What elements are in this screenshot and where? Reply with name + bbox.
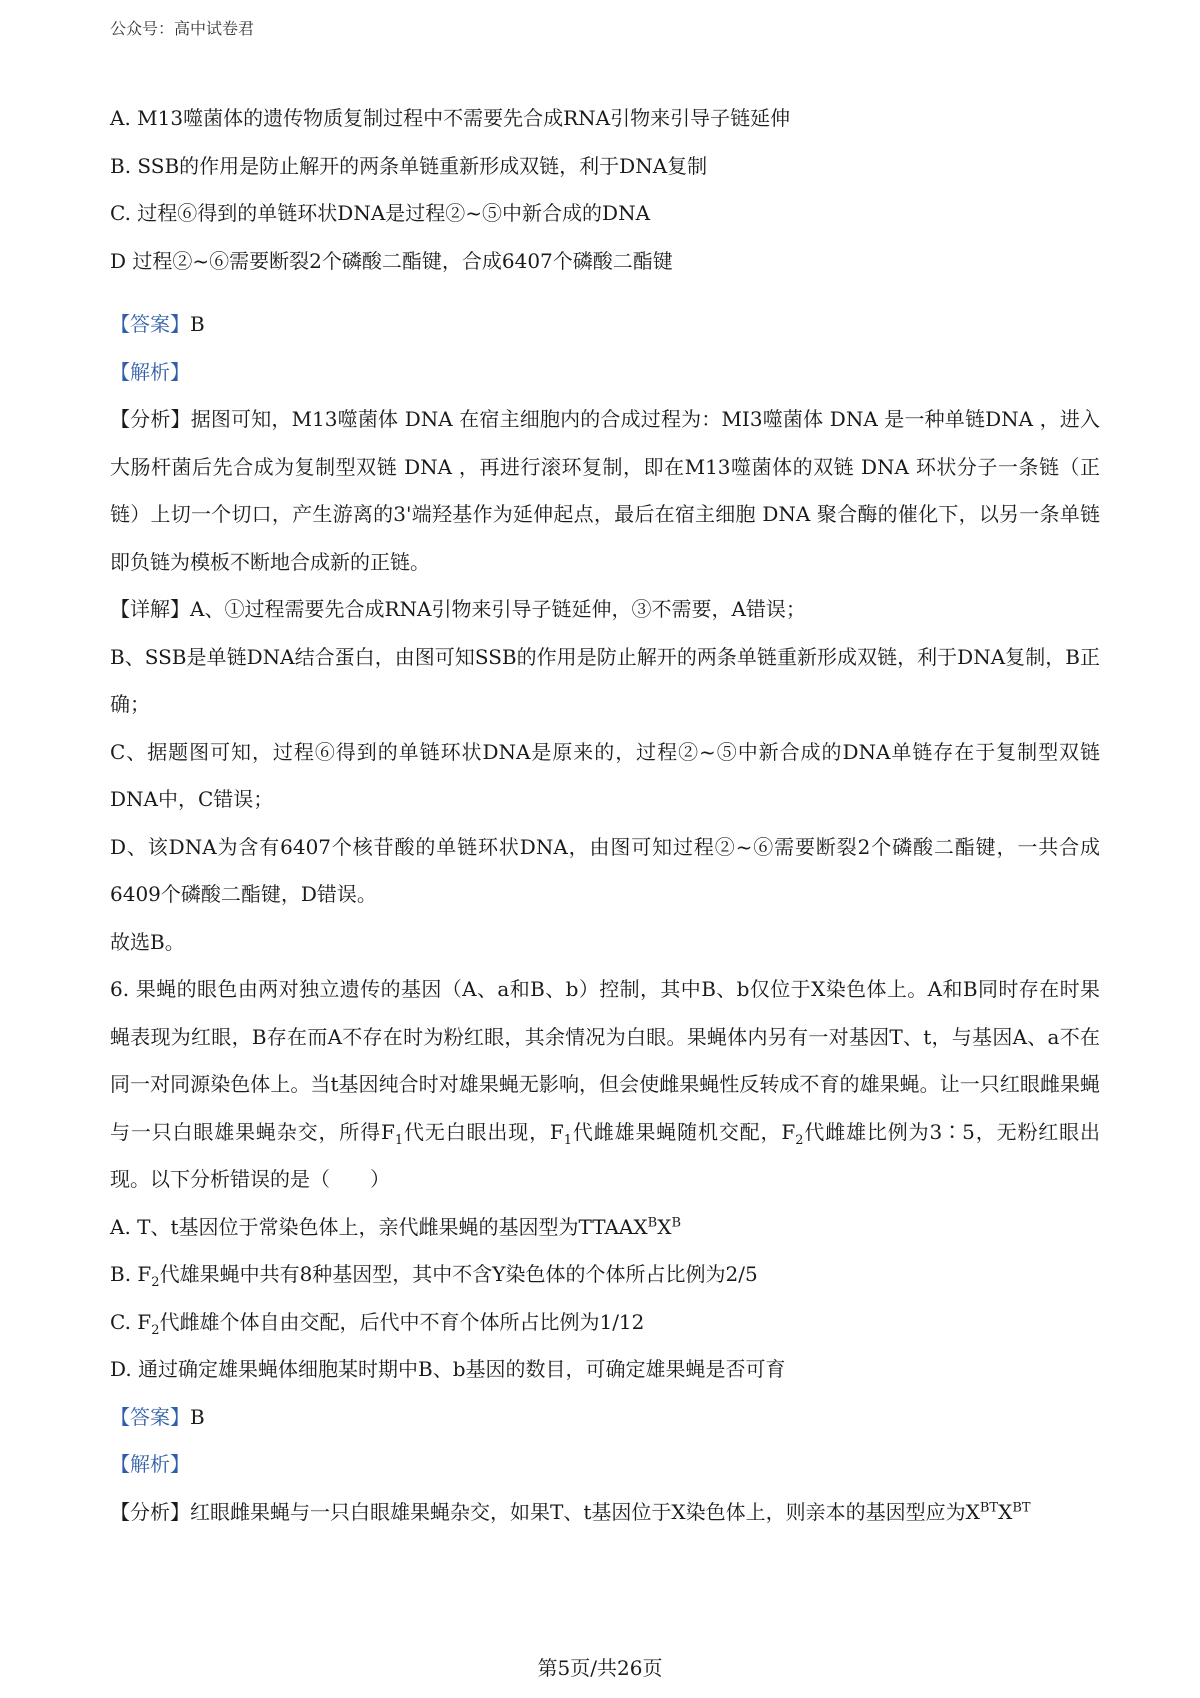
- q5-fenxi: [110, 396, 1100, 586]
- q5-xiangjie-c: C、据题图可知，过程⑥得到的单链环状DNA是原来的，过程②~⑤中新合成的DNA单链存在于复制型双链DNA中，C错误；: [110, 739, 1100, 811]
- q6-answer: [110, 1394, 1100, 1442]
- q6-fenxi: [110, 1489, 1100, 1537]
- q6-option-c: [110, 1299, 1100, 1347]
- q5-xiangjie-b: B、SSB是单链DNA结合蛋白，由图可知SSB的作用是防止解开的两条单链重新形成双链，利于DNA复制，B正确；: [110, 644, 1100, 716]
- q6-stem-part2: 代无白眼出现，F: [403, 1119, 564, 1144]
- fenxi-text: 据图可知，M13噬菌体 DNA 在宿主细胞内的合成过程为：MI3噬菌体 DNA 是一种单链DNA ，进入大肠杆菌后先合成为复制型双链 DNA ，再进行滚环复制，即在M13噬菌体的双链 DNA 环状分子一条链（正链）上切一个切口，产生游离的3'端羟基作为延伸起点，最后在宿主细胞 DNA 聚合酶的催化下，以另一条单链即负链为模板不断地合成新的正链。: [110, 407, 1101, 574]
- q5-answer: [110, 301, 1100, 349]
- q6-stem-sub3: 2: [795, 1132, 804, 1148]
- q6-fenxi-tag: 【分析】: [110, 1499, 190, 1524]
- page-footer: 第5页/共26页: [537, 1656, 663, 1680]
- xiangjie-a-text: A、①过程需要先合成RNA引物来引导子链延伸，③不需要，A错误；: [190, 597, 806, 621]
- q5-option-c: C. 过程⑥得到的单链环状DNA是过程②~⑤中新合成的DNA: [110, 201, 651, 225]
- answer-tag: 【答案】: [110, 312, 190, 336]
- q6-fenxi-sup1: BT: [979, 1499, 999, 1515]
- q6-opt-c-pre: C. F: [110, 1309, 152, 1334]
- q6-stem: [110, 966, 1100, 1204]
- q6-option-d: D. 通过确定雄果蝇体细胞某时期中B、b基因的数目，可确定雄果蝇是否可育: [110, 1357, 786, 1381]
- q5-conclusion: 故选B。: [110, 929, 185, 954]
- q5-option-a: A. M13噬菌体的遗传物质复制过程中不需要先合成RNA引物来引导子链延伸: [110, 106, 791, 130]
- q6-opt-c-post: 代雌雄个体自由交配，后代中不育个体所占比例为1/12: [159, 1309, 645, 1334]
- q6-analysis-heading: [110, 1441, 1100, 1489]
- q5-analysis-heading: [110, 349, 1100, 397]
- q6-opt-b-pre: B. F: [110, 1262, 152, 1286]
- q6-stem-sub2: 1: [563, 1132, 573, 1148]
- header-note: 公众号：高中试卷君: [110, 19, 255, 38]
- document-body: [110, 95, 1100, 1536]
- q6-opt-a-text: A. T、t基因位于常染色体上，亲代雌果蝇的基因型为TTAAX: [110, 1214, 648, 1239]
- q6-opt-a-sup1: B: [647, 1214, 658, 1230]
- q6-opt-b-post: 代雄果蝇中共有8种基因型，其中不含Y染色体的个体所占比例为2/5: [159, 1262, 758, 1286]
- answer-value: B: [190, 312, 205, 336]
- q6-fenxi-x: X: [998, 1499, 1013, 1524]
- q5-option-b: B. SSB的作用是防止解开的两条单链重新形成双链，利于DNA复制: [110, 153, 708, 178]
- q5-xiangjie-a: [110, 586, 1100, 634]
- fenxi-tag: 【分析】: [110, 407, 191, 431]
- analysis-tag: 【解析】: [110, 359, 190, 384]
- q6-stem-part4: 代雌雄比例为3∶5，无粉红眼出现。以下分析错误的是（ ）: [110, 1119, 1100, 1191]
- q6-answer-tag: 【答案】: [110, 1404, 190, 1429]
- q6-opt-c-sub: 2: [151, 1322, 160, 1338]
- q6-opt-b-sub: 2: [151, 1275, 160, 1290]
- xiangjie-tag: 【详解】: [110, 597, 190, 621]
- q6-opt-a-sup2: B: [671, 1214, 681, 1230]
- q6-stem-part1: 6. 果蝇的眼色由两对独立遗传的基因（A、a和B、b）控制，其中B、b仅位于X染色体上。A和B同时存在时果蝇表现为红眼，B存在而A不存在时为粉红眼，其余情况为白眼。果蝇体内另有一对基因T、t，与基因A、a不在同一对同源染色体上。当t基因纯合时对雄果蝇无影响，但会使雌果蝇性反转成不育的雄果蝇。让一只红眼雌果蝇与一只白眼雄果蝇杂交，所得F: [110, 977, 1100, 1144]
- q6-analysis-tag: 【解析】: [110, 1452, 190, 1476]
- q6-option-b: [110, 1251, 1100, 1299]
- q5-xiangjie-d: D、该DNA为含有6407个核苷酸的单链环状DNA，由图可知过程②~⑥需要断裂2个磷酸二酯键，一共合成6409个磷酸二酯键，D错误。: [110, 834, 1100, 906]
- q6-fenxi-text: 红眼雌果蝇与一只白眼雄果蝇杂交，如果T、t基因位于X染色体上，则亲本的基因型应为X: [190, 1499, 980, 1524]
- q6-stem-part3: 代雌雄果蝇随机交配，F: [572, 1119, 796, 1144]
- q5-option-d: D 过程②~⑥需要断裂2个磷酸二酯键，合成6407个磷酸二酯键: [110, 248, 673, 273]
- q6-opt-a-x: X: [657, 1214, 672, 1239]
- q6-option-a: [110, 1204, 1100, 1252]
- q6-fenxi-sup2: BT: [1012, 1499, 1031, 1515]
- q6-answer-value: B: [190, 1404, 205, 1429]
- q6-stem-sub1: 1: [394, 1132, 404, 1148]
